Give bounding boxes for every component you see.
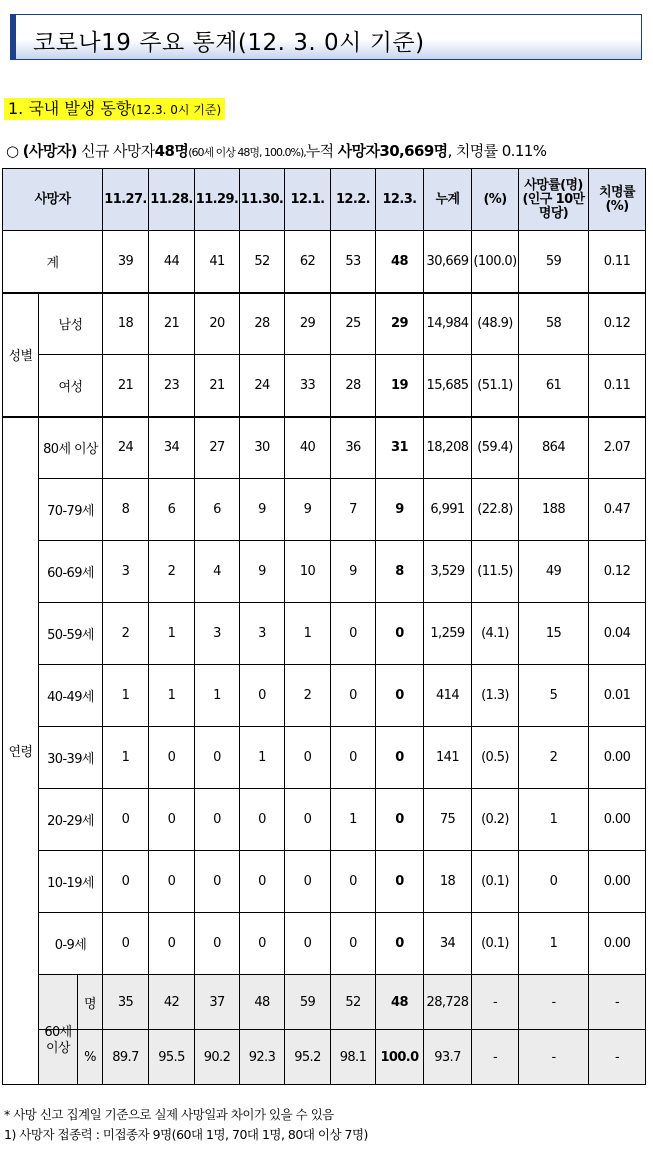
table-cell: 90.2 (195, 1030, 240, 1085)
table-cell: 7 (331, 479, 376, 541)
table-row-over60 (3, 975, 646, 1030)
table-cell: 8 (376, 541, 424, 603)
table-cell: 98.1 (331, 1030, 376, 1085)
header-category: 사망자 (3, 169, 103, 231)
table-cell: 0.12 (589, 293, 646, 355)
table-row-age (3, 913, 646, 975)
table-cell: 1 (519, 913, 589, 975)
table-cell: 0 (376, 789, 424, 851)
section-title (4, 98, 225, 120)
circle-bullet-icon: ○ (6, 142, 19, 160)
row-label: 60-69세 (39, 541, 103, 603)
section-label: 1. 국내 발생 동향 (8, 99, 132, 118)
table-cell: 0 (240, 789, 285, 851)
table-cell: 0.00 (589, 851, 646, 913)
table-cell: (59.4) (472, 417, 519, 479)
table-cell: 2 (149, 541, 195, 603)
table-cell: 29 (285, 293, 331, 355)
header-cumulative: 누계 (424, 169, 472, 231)
table-cell: 0 (195, 789, 240, 851)
table-cell: 30 (240, 417, 285, 479)
over60-unit: 명 (84, 996, 96, 1012)
table-cell: 0.11 (589, 231, 646, 293)
table-cell: 25 (331, 293, 376, 355)
row-label: 80세 이상 (39, 417, 103, 479)
table-cell: 3,529 (424, 541, 472, 603)
table-cell: 21 (149, 293, 195, 355)
table-cell: 0 (149, 913, 195, 975)
table-cell: 20 (195, 293, 240, 355)
table-cell: 2 (519, 727, 589, 789)
table-cell: 1 (149, 603, 195, 665)
table-cell: 1 (195, 665, 240, 727)
table-cell: 0 (240, 665, 285, 727)
table-cell: 52 (240, 231, 285, 293)
row-label: 40-49세 (39, 665, 103, 727)
table-cell: 1 (149, 665, 195, 727)
table-row-age (3, 727, 646, 789)
table-cell: 0 (285, 913, 331, 975)
table-cell: 0 (285, 789, 331, 851)
table-cell: 0 (376, 603, 424, 665)
table-cell: 2 (285, 665, 331, 727)
table-cell: 0 (103, 851, 149, 913)
row-label: 남성 (39, 293, 103, 355)
table-cell: 0 (240, 851, 285, 913)
table-cell: 0 (376, 913, 424, 975)
table-cell: 4 (195, 541, 240, 603)
header-date: 11.29. (195, 169, 240, 231)
table-cell: 18,208 (424, 417, 472, 479)
table-cell: 34 (424, 913, 472, 975)
table-cell: 0 (285, 851, 331, 913)
table-cell: 40 (285, 417, 331, 479)
table-row-age (3, 603, 646, 665)
table-cell: 33 (285, 355, 331, 417)
summary-line (6, 140, 546, 161)
table-cell: 5 (519, 665, 589, 727)
table-row-age (3, 851, 646, 913)
summary-head: (사망자) (22, 142, 77, 160)
table-cell: (1.3) (472, 665, 519, 727)
row-label: 10-19세 (39, 851, 103, 913)
table-cell: 10 (285, 541, 331, 603)
header-row (3, 169, 646, 231)
table-cell: 3 (195, 603, 240, 665)
table-cell: (0.1) (472, 913, 519, 975)
summary-cum-label2: 사망자 (337, 142, 380, 160)
header-date: 12.3. (376, 169, 424, 231)
table-cell: 3 (103, 541, 149, 603)
table-cell: 41 (195, 231, 240, 293)
table-cell: 37 (195, 975, 240, 1030)
table-cell: 1,259 (424, 603, 472, 665)
table-row-total (3, 231, 646, 293)
table-cell: 0 (195, 851, 240, 913)
table-cell: 864 (519, 417, 589, 479)
table-cell: 62 (285, 231, 331, 293)
table-cell: 27 (195, 417, 240, 479)
table-cell: 48 (376, 231, 424, 293)
table-row-age (3, 789, 646, 851)
table-cell: 19 (376, 355, 424, 417)
header-date: 12.1. (285, 169, 331, 231)
table-cell: 52 (331, 975, 376, 1030)
table-cell: 59 (285, 975, 331, 1030)
title-box (10, 14, 642, 60)
table-cell: 75 (424, 789, 472, 851)
table-cell: 1 (285, 603, 331, 665)
table-cell: 0 (103, 913, 149, 975)
table-cell: 15 (519, 603, 589, 665)
table-cell: 0 (376, 665, 424, 727)
table-cell: 15,685 (424, 355, 472, 417)
table-cell: 93.7 (424, 1030, 472, 1085)
table-cell: 14,984 (424, 293, 472, 355)
table-cell: 0.00 (589, 913, 646, 975)
table-cell: 89.7 (103, 1030, 149, 1085)
header-date: 11.30. (240, 169, 285, 231)
table-cell: 28,728 (424, 975, 472, 1030)
table-cell: 61 (519, 355, 589, 417)
table-cell: (11.5) (472, 541, 519, 603)
table-cell: 0 (195, 913, 240, 975)
table-cell: 21 (195, 355, 240, 417)
table-cell: 0 (376, 727, 424, 789)
table-cell: 188 (519, 479, 589, 541)
header-date: 12.2. (331, 169, 376, 231)
section-date-note: (12.3. 0시 기준) (131, 103, 222, 117)
table-row-sex (3, 355, 646, 417)
table-cell: 6 (195, 479, 240, 541)
table-cell: 9 (331, 541, 376, 603)
table-cell: - (472, 1030, 519, 1085)
table-cell: 48 (240, 975, 285, 1030)
table-cell: (100.0) (472, 231, 519, 293)
table-cell: 0 (103, 789, 149, 851)
table-cell: 36 (331, 417, 376, 479)
header-date: 11.28. (149, 169, 195, 231)
table-cell: 0 (331, 727, 376, 789)
table-cell: 141 (424, 727, 472, 789)
table-cell: 0.00 (589, 727, 646, 789)
table-cell: 0 (149, 789, 195, 851)
row-label: 50-59세 (39, 603, 103, 665)
table-cell: 24 (240, 355, 285, 417)
table-row-age (3, 417, 646, 479)
header-pct: (%) (472, 169, 519, 231)
table-cell: 0 (331, 851, 376, 913)
footnote: * 사망 신고 집계일 기준으로 실제 사망일과 차이가 있을 수 있음 (4, 1107, 334, 1122)
summary-new-label: 신규 사망자 (81, 142, 155, 160)
table-cell: 1 (103, 665, 149, 727)
table-cell: 0 (331, 603, 376, 665)
table-cell: 1 (240, 727, 285, 789)
table-cell: (4.1) (472, 603, 519, 665)
summary-new-detail: (60세 이상 48명, 100.0%), (188, 146, 306, 159)
table-cell: - (589, 975, 646, 1030)
table-cell: 95.2 (285, 1030, 331, 1085)
table-cell: 2.07 (589, 417, 646, 479)
group-label: 연령 (3, 417, 39, 1085)
table-cell: 58 (519, 293, 589, 355)
table-row-sex (3, 293, 646, 355)
table-cell: 95.5 (149, 1030, 195, 1085)
summary-new-count: 48명 (154, 142, 189, 160)
table-row-over60 (3, 1030, 646, 1085)
summary-cum-count: 30,669명 (379, 142, 448, 160)
table-cell: (0.5) (472, 727, 519, 789)
title-accent-bar (11, 15, 16, 59)
table-cell: 1 (519, 789, 589, 851)
row-label: 계 (3, 231, 103, 293)
death-stats-table (2, 168, 646, 1085)
table-cell: 3 (240, 603, 285, 665)
row-label: 70-79세 (39, 479, 103, 541)
table-cell: 9 (285, 479, 331, 541)
table-cell: 92.3 (240, 1030, 285, 1085)
over60-label: 60세 이상 (44, 1025, 72, 1056)
table-row-age (3, 479, 646, 541)
summary-cum-label: 누적 (305, 142, 334, 160)
table-cell: 21 (103, 355, 149, 417)
table-cell: (22.8) (472, 479, 519, 541)
table-cell: 1 (331, 789, 376, 851)
table-cell: - (472, 975, 519, 1030)
table-cell: (48.9) (472, 293, 519, 355)
table-cell: 44 (149, 231, 195, 293)
table-cell: - (589, 1030, 646, 1085)
summary-fatality: , 치명률 0.11% (447, 142, 547, 160)
table-cell: 18 (424, 851, 472, 913)
group-label: 성별 (3, 293, 39, 417)
header-date: 11.27. (103, 169, 149, 231)
table-cell: 28 (331, 355, 376, 417)
table-row-age (3, 541, 646, 603)
table-cell: 9 (240, 541, 285, 603)
table-cell: (0.2) (472, 789, 519, 851)
table-cell: 100.0 (376, 1030, 424, 1085)
table-cell: 28 (240, 293, 285, 355)
table-cell: 23 (149, 355, 195, 417)
table-cell: 42 (149, 975, 195, 1030)
table-cell: 39 (103, 231, 149, 293)
table-row-age (3, 665, 646, 727)
table-cell: - (519, 1030, 589, 1085)
table-cell: 2 (103, 603, 149, 665)
row-label: 여성 (39, 355, 103, 417)
table-cell: 0.00 (589, 789, 646, 851)
table-cell: - (519, 975, 589, 1030)
table-cell: 0 (376, 851, 424, 913)
table-cell: 53 (331, 231, 376, 293)
table-cell: 9 (240, 479, 285, 541)
table-cell: 31 (376, 417, 424, 479)
table-cell: 0.04 (589, 603, 646, 665)
table-cell: 18 (103, 293, 149, 355)
table-cell: 0.11 (589, 355, 646, 417)
table-cell: 59 (519, 231, 589, 293)
footnote: 1) 사망자 접종력 : 미접종자 9명(60대 1명, 70대 1명, 80대 이상 7명) (4, 1127, 368, 1142)
table-cell: (0.1) (472, 851, 519, 913)
table-cell: 0.01 (589, 665, 646, 727)
table-cell: 35 (103, 975, 149, 1030)
table-cell: 1 (103, 727, 149, 789)
table-cell: 0.12 (589, 541, 646, 603)
table-cell: 0 (519, 851, 589, 913)
table-cell: 29 (376, 293, 424, 355)
footnotes (4, 1105, 368, 1145)
page-title: 코로나19 주요 통계(12. 3. 0시 기준) (33, 30, 425, 56)
table-cell: 24 (103, 417, 149, 479)
table-cell: 49 (519, 541, 589, 603)
over60-label-cell (39, 1030, 103, 1085)
over60-label-cell (39, 975, 103, 1056)
table-cell: 0 (149, 851, 195, 913)
table-cell: 6 (149, 479, 195, 541)
table-cell: 0 (240, 913, 285, 975)
table-cell: 414 (424, 665, 472, 727)
table-cell: 0.47 (589, 479, 646, 541)
table-cell: 48 (376, 975, 424, 1030)
table-cell: (51.1) (472, 355, 519, 417)
table-cell: 0 (331, 913, 376, 975)
header-death-rate: 사망률(명)(인구 10만명당) (519, 169, 589, 231)
table-cell: 30,669 (424, 231, 472, 293)
table-cell: 0 (331, 665, 376, 727)
table-cell: 34 (149, 417, 195, 479)
table-cell: 0 (195, 727, 240, 789)
header-fatality: 치명률(%) (589, 169, 646, 231)
table-cell: 0 (285, 727, 331, 789)
row-label: 0-9세 (39, 913, 103, 975)
row-label: 20-29세 (39, 789, 103, 851)
table-cell: 6,991 (424, 479, 472, 541)
table-cell: 0 (149, 727, 195, 789)
over60-unit: % (84, 1049, 96, 1065)
row-label: 30-39세 (39, 727, 103, 789)
table-cell: 8 (103, 479, 149, 541)
table-cell: 9 (376, 479, 424, 541)
